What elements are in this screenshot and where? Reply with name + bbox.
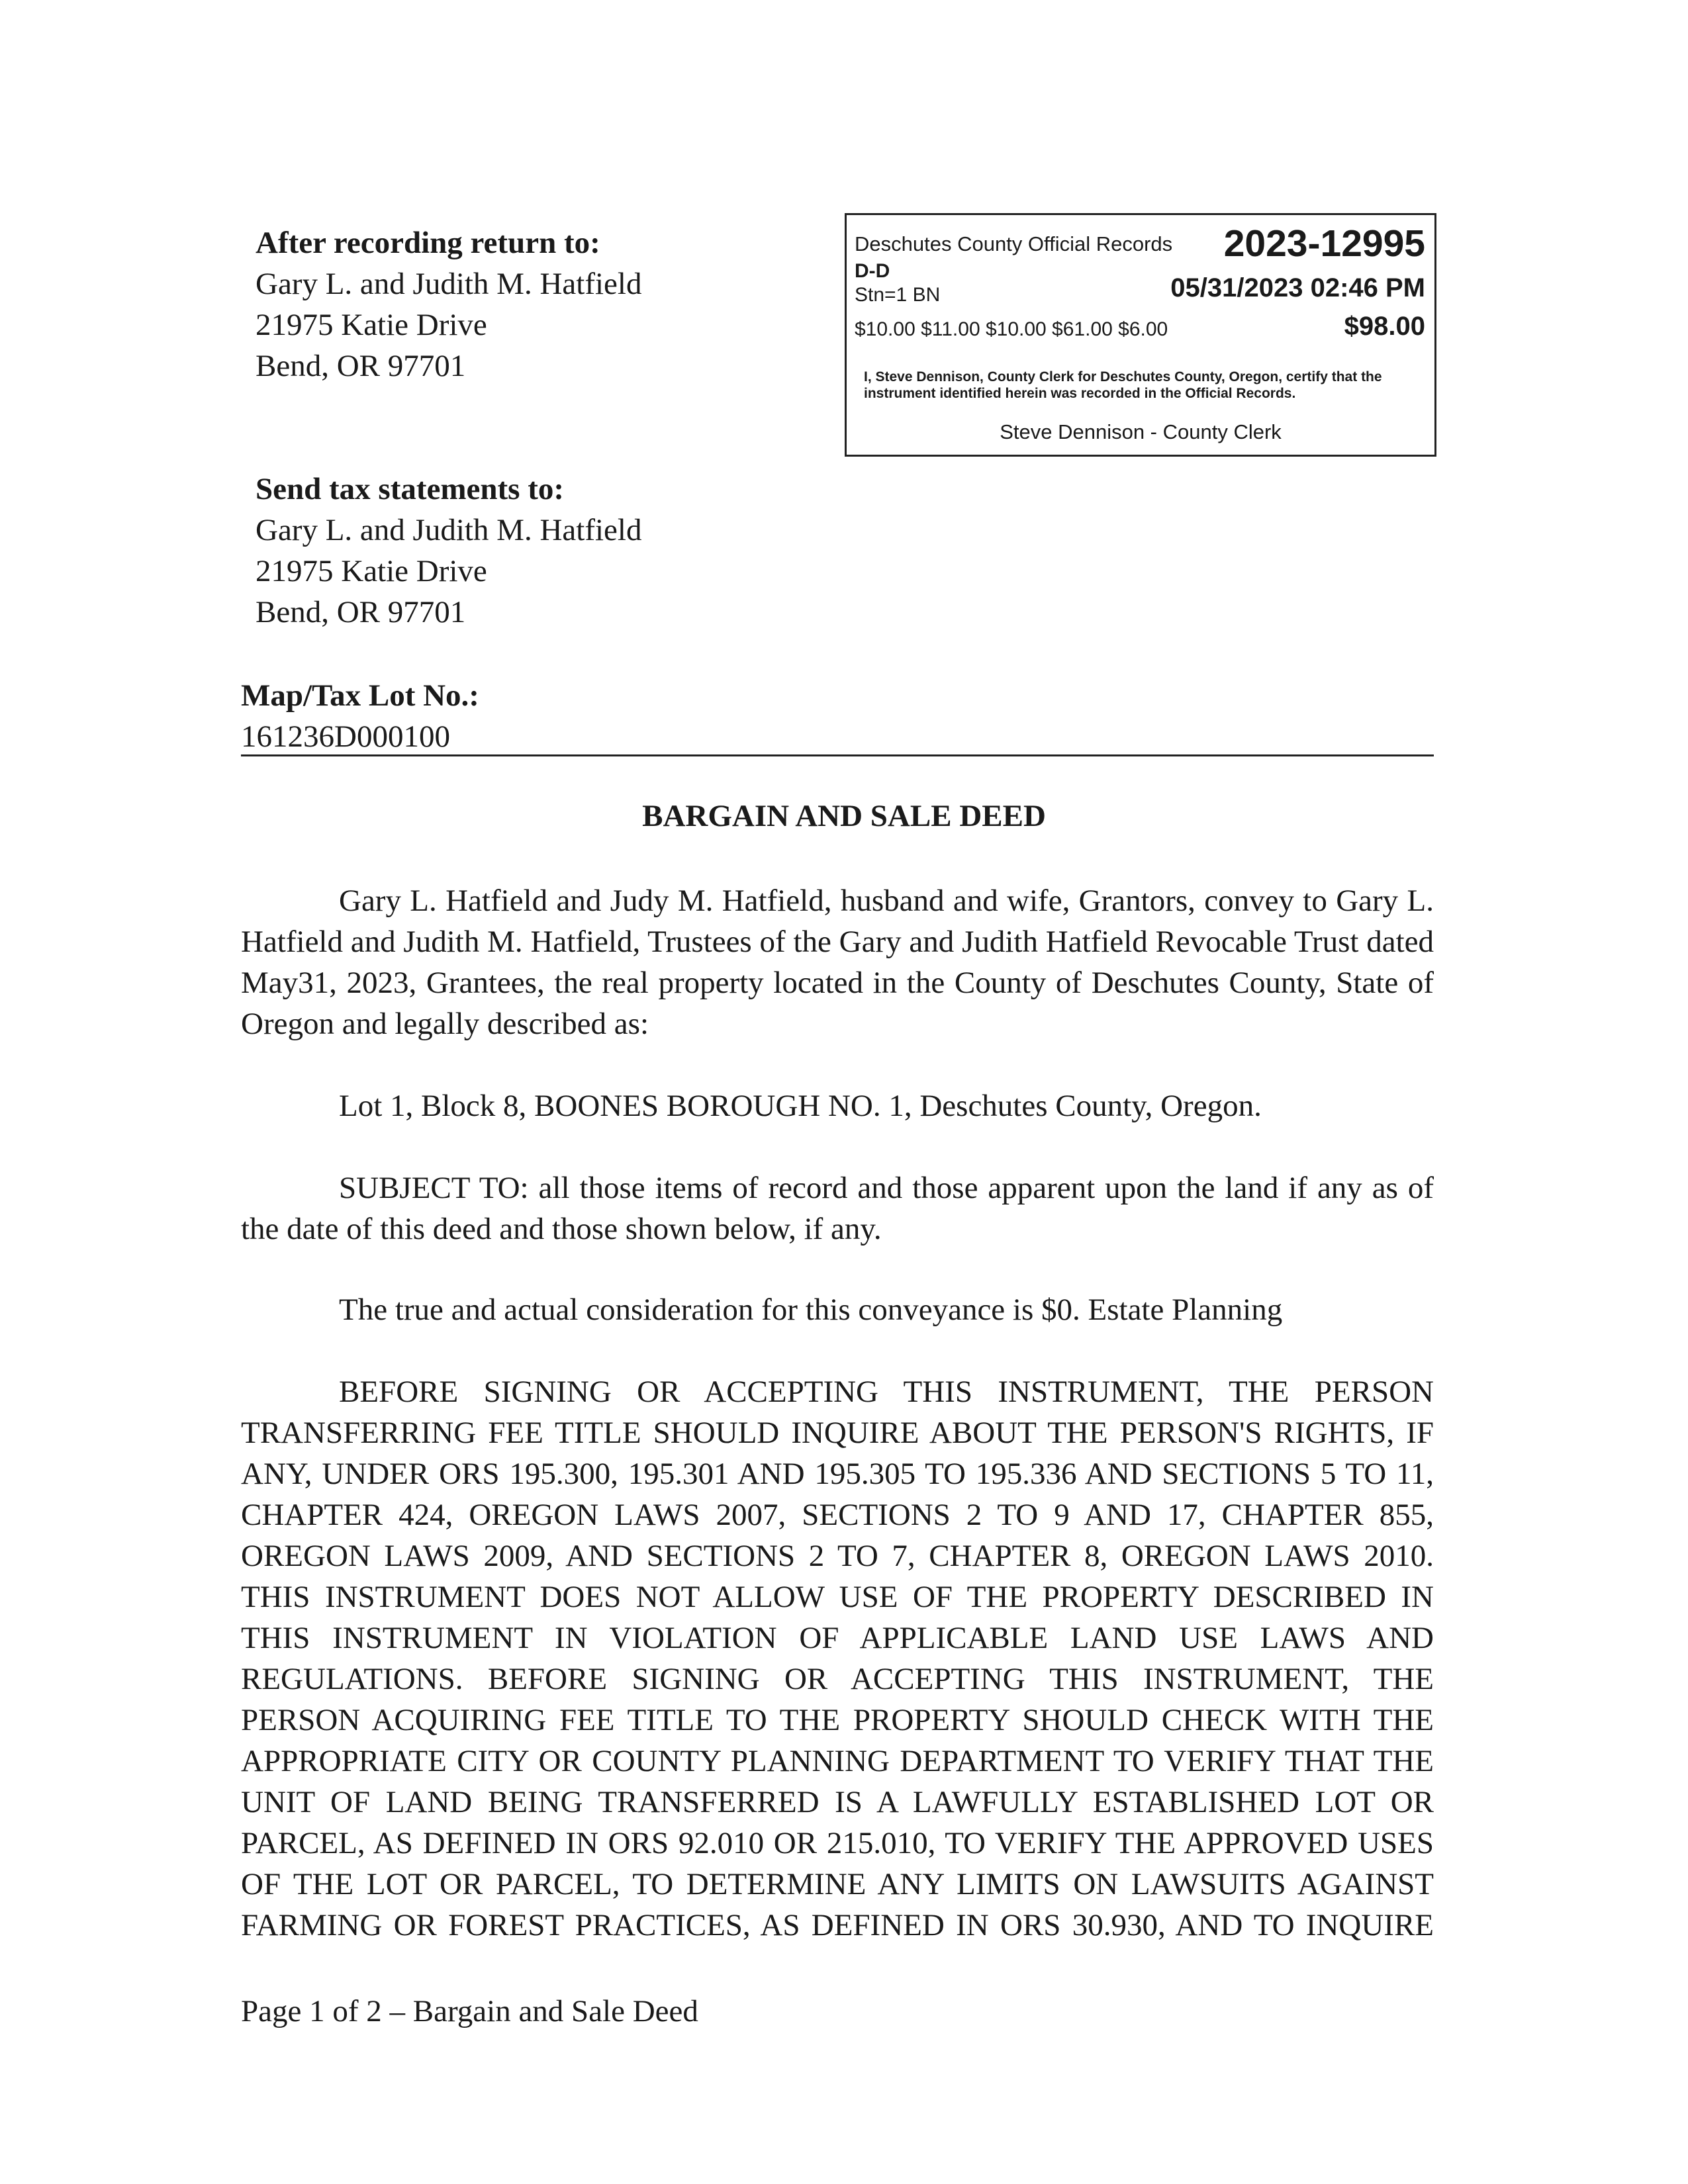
return-to-heading: After recording return to: [256,226,600,260]
stamp-fees: $10.00 $11.00 $10.00 $61.00 $6.00 [855,318,1168,340]
legal-description: Lot 1, Block 8, BOONES BOROUGH NO. 1, Deschutes County, Oregon. [339,1089,1262,1123]
header-divider [241,754,1434,756]
conveyance-paragraph: Gary L. Hatfield and Judy M. Hatfield, husband and wife, Grantors, convey to Gary L. Hatfield and Judith M. Hatfield, Trustees of the Gary and Judith Hatfield Revocable Trust dated May31, 2023, Grantees, the real property located in the County of Deschutes County, State of Oregon and legally described as: [241,884,1434,1041]
stamp-record-number: 2023-12995 [1223,222,1425,265]
stamp-clerk: Steve Dennison - County Clerk [1000,420,1282,443]
map-tax-lot-heading: Map/Tax Lot No.: [241,678,479,713]
stamp-station: Stn=1 BN [855,284,941,306]
stamp-total: $98.00 [1344,312,1425,341]
statutory-notice: BEFORE SIGNING OR ACCEPTING THIS INSTRUMENT, THE PERSON TRANSFERRING FEE TITLE SHOULD INQUIRE ABOUT THE PERSON'S RIGHTS, IF ANY, UNDER ORS 195.300, 195.301 AND 195.305 TO 195.336 AND SECTIONS 5 TO 11, CHAPTER 424, OREGON LAWS 2007, SECTIONS 2 TO 9 AND 17, CHAPTER 855, OREGON LAWS 2009, AND SECTIONS 2 TO 7, CHAPTER 8, OREGON LAWS 2010. THIS INSTRUMENT DOES NOT ALLOW USE OF THE PROPERTY DESCRIBED IN THIS INSTRUMENT IN VIOLATION OF APPLICABLE LAND USE LAWS AND REGULATIONS. BEFORE SIGNING OR ACCEPTING THIS INSTRUMENT, THE PERSON ACQUIRING FEE TITLE TO THE PROPERTY SHOULD CHECK WITH THE APPROPRIATE CITY OR COUNTY PLANNING DEPARTMENT TO VERIFY THAT THE UNIT OF LAND BEING TRANSFERRED IS A LAWFULLY ESTABLISHED LOT OR PARCEL, AS DEFINED IN ORS 92.010 OR 215.010, TO VERIFY THE APPROVED USES OF THE LOT OR PARCEL, TO DETERMINE ANY LIMITS ON LAWSUITS AGAINST FARMING OR FOREST PRACTICES, AS DEFINED IN ORS 30.930, AND TO INQUIRE [241,1375,1434,1942]
return-to-city: Bend, OR 97701 [256,349,466,383]
stamp-doc-type: D-D [855,260,890,282]
map-tax-lot-block [241,675,479,757]
map-tax-lot-number: 161236D000100 [241,719,450,754]
page-footer: Page 1 of 2 – Bargain and Sale Deed [241,1994,698,2028]
subject-to-paragraph: SUBJECT TO: all those items of record and those apparent upon the land if any as of the date of this deed and those shown below, if any. [241,1171,1434,1246]
tax-statements-heading: Send tax statements to: [256,472,565,506]
stamp-datetime: 05/31/2023 02:46 PM [1170,273,1425,302]
return-to-street: 21975 Katie Drive [256,308,487,342]
recording-stamp [845,213,1436,457]
tax-statements-name: Gary L. and Judith M. Hatfield [256,513,642,547]
return-to-block [256,222,641,387]
stamp-certification: I, Steve Dennison, County Clerk for Deschutes County, Oregon, certify that the instrument identified herein was recorded in the Official Records. [864,369,1382,401]
consideration-paragraph: The true and actual consideration for this conveyance is $0. Estate Planning [339,1293,1283,1327]
stamp-county-records: Deschutes County Official Records [855,232,1173,255]
tax-statements-block [256,469,641,633]
tax-statements-street: 21975 Katie Drive [256,554,487,588]
tax-statements-city: Bend, OR 97701 [256,595,466,629]
return-to-name: Gary L. and Judith M. Hatfield [256,267,642,301]
deed-title: BARGAIN AND SALE DEED [642,799,1046,833]
